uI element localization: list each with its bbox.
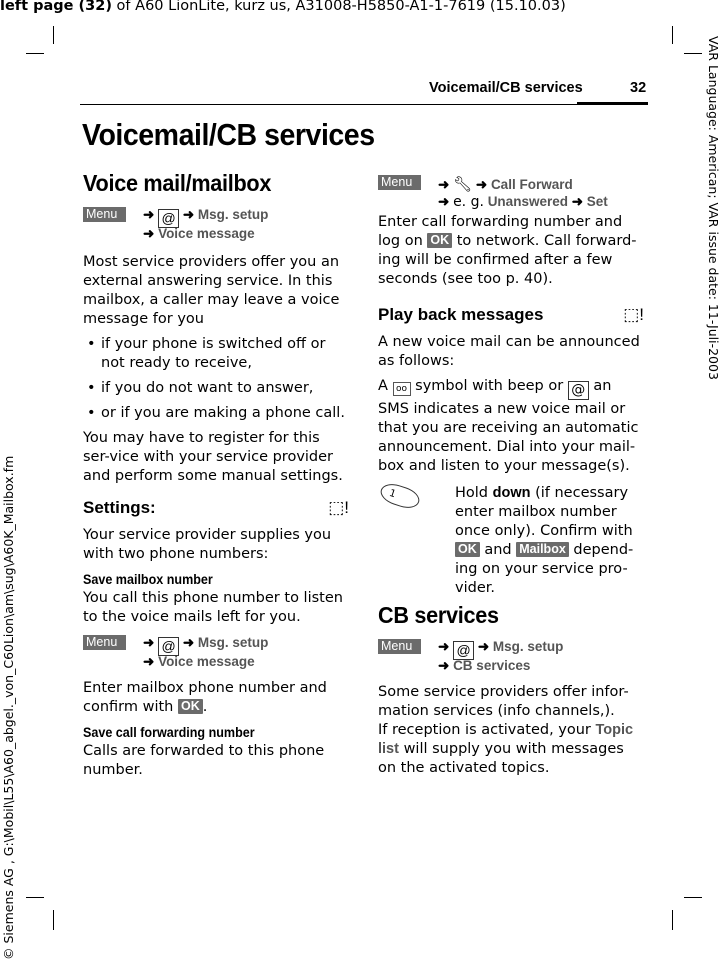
key-1-icon: 1 xyxy=(378,480,422,511)
arrow-icon: ➜ xyxy=(438,177,454,192)
envelope-icon: @ xyxy=(568,381,589,400)
arrow-icon: ➜ xyxy=(179,207,198,222)
forward-paragraph: Enter call forwarding number and log on OK to network. Call forward-ing will be confirmed after a few seconds (see too p. 40). xyxy=(378,214,637,287)
network-service-icon: ⬚! xyxy=(623,305,644,324)
menu-step: Voice message xyxy=(158,226,255,241)
page-title: Voicemail/CB services xyxy=(82,117,375,152)
ok-key: OK xyxy=(178,699,203,714)
hold-paragraph: Hold down (if necessary enter mailbox number once only). Confirm with OK and Mailbox depend-ing on your service pro-vider. xyxy=(455,485,634,596)
menu-key: Menu xyxy=(378,175,421,190)
menu-key: Menu xyxy=(378,639,421,654)
arrow-icon: ➜ xyxy=(438,658,454,673)
crop-mark xyxy=(53,26,54,44)
cb-info-paragraph: Some service providers offer infor-mation services (info channels,). xyxy=(378,684,629,719)
page-number: 32 xyxy=(630,80,647,96)
crop-mark xyxy=(684,897,702,898)
settings-paragraph: Your service provider supplies you with two phone numbers: xyxy=(83,527,332,562)
arrow-icon: ➜ xyxy=(143,207,159,222)
hold-key-label: down xyxy=(492,485,531,501)
menu-path-voice-message xyxy=(83,207,351,245)
voicemail-icon: oo xyxy=(393,382,411,396)
copyright-sidebar: © Siemens AG , G:\Mobil\L55\A60_abgel._von_C60Lion\am\sug\A60K_Mailbox.fm xyxy=(1,455,16,960)
play-intro-paragraph: A new voice mail can be announced as follows: xyxy=(378,334,640,369)
save-forward-heading: Save call forwarding number xyxy=(83,725,255,740)
envelope-icon: @ xyxy=(453,641,474,660)
cb-reception-paragraph: If reception is activated, your Topic list will supply you with messages on the activated topics. xyxy=(378,722,634,776)
intro-paragraph: Most service providers offer you an external answering service. In this mailbox, a caller may leave a voice message for you xyxy=(83,254,340,327)
arrow-icon: ➜ xyxy=(567,194,587,209)
menu-path-call-forward xyxy=(378,175,646,213)
menu-prefix: e. g. xyxy=(453,194,484,210)
arrow-icon: ➜ xyxy=(438,194,454,209)
play-back-heading: Play back messages ⬚! xyxy=(378,305,644,324)
crop-mark xyxy=(672,26,673,44)
menu-step: Msg. setup xyxy=(492,639,564,654)
enter-mailbox-paragraph: Enter mailbox phone number and confirm with OK . xyxy=(83,680,327,715)
crop-mark xyxy=(684,53,702,54)
crop-mark xyxy=(26,897,44,898)
running-header-title: Voicemail/CB services xyxy=(429,80,583,96)
voice-mail-heading: Voice mail/mailbox xyxy=(83,170,272,196)
crop-mark xyxy=(672,910,673,930)
list-item: • if your phone is switched off or not ready to receive, xyxy=(83,335,351,373)
header-rule-thick xyxy=(577,102,648,105)
crop-mark xyxy=(53,910,54,930)
right-column xyxy=(378,170,646,778)
menu-step: Voice message xyxy=(158,654,255,669)
arrow-icon: ➜ xyxy=(143,226,159,241)
register-paragraph: You may have to register for this ser-vice with your service provider and perform some manual settings. xyxy=(83,430,343,484)
network-service-icon: ⬚! xyxy=(328,498,349,517)
menu-step: Unanswered xyxy=(487,194,568,209)
left-column xyxy=(83,170,351,780)
menu-key: Menu xyxy=(83,635,126,650)
save-mailbox-paragraph: You call this phone number to listen to the voice mails left for you. xyxy=(83,590,343,625)
menu-step: Msg. setup xyxy=(197,207,269,222)
play-description-paragraph: A oo symbol with beep or @ an SMS indicates a new voice mail or that you are receiving an automatic announcement. Dial into your mail-box and listen to your message(s). xyxy=(378,378,639,474)
envelope-icon: @ xyxy=(158,637,179,656)
wrench-icon: 🔧︎ xyxy=(453,176,473,193)
arrow-icon: ➜ xyxy=(179,635,198,650)
menu-step: Set xyxy=(586,194,608,209)
menu-step: Call Forward xyxy=(490,177,573,192)
envelope-icon: @ xyxy=(158,209,179,228)
cb-services-heading: CB services xyxy=(378,602,499,628)
menu-step: CB services xyxy=(453,658,531,673)
menu-step: Msg. setup xyxy=(197,635,269,650)
save-forward-paragraph: Calls are forwarded to this phone number. xyxy=(83,743,325,778)
menu-path-voice-message-2 xyxy=(83,635,351,673)
topic-list-label: Topic list xyxy=(378,722,634,757)
menu-key: Menu xyxy=(83,207,126,222)
save-mailbox-heading: Save mailbox number xyxy=(83,572,213,587)
arrow-icon: ➜ xyxy=(474,639,493,654)
list-item: • or if you are making a phone call. xyxy=(83,404,351,423)
hold-instruction xyxy=(378,484,646,596)
mailbox-key: Mailbox xyxy=(516,542,569,557)
ok-key: OK xyxy=(455,542,480,557)
settings-heading: Settings: ⬚! xyxy=(83,498,349,517)
arrow-icon: ➜ xyxy=(472,177,491,192)
arrow-icon: ➜ xyxy=(143,654,159,669)
ok-key: OK xyxy=(427,233,452,248)
menu-path-cb-services xyxy=(378,639,646,677)
arrow-icon: ➜ xyxy=(143,635,159,650)
list-item: • if you do not want to answer, xyxy=(83,379,351,398)
arrow-icon: ➜ xyxy=(438,639,454,654)
header-rule xyxy=(80,104,648,105)
var-language-sidebar: VAR Language: American; VAR issue date: 11-Juli-2003 xyxy=(706,36,721,380)
crop-mark xyxy=(26,53,44,54)
file-banner: left page (32) of A60 LionLite, kurz us, A31008-H5850-A1-1-7619 (15.10.03) xyxy=(0,0,566,14)
